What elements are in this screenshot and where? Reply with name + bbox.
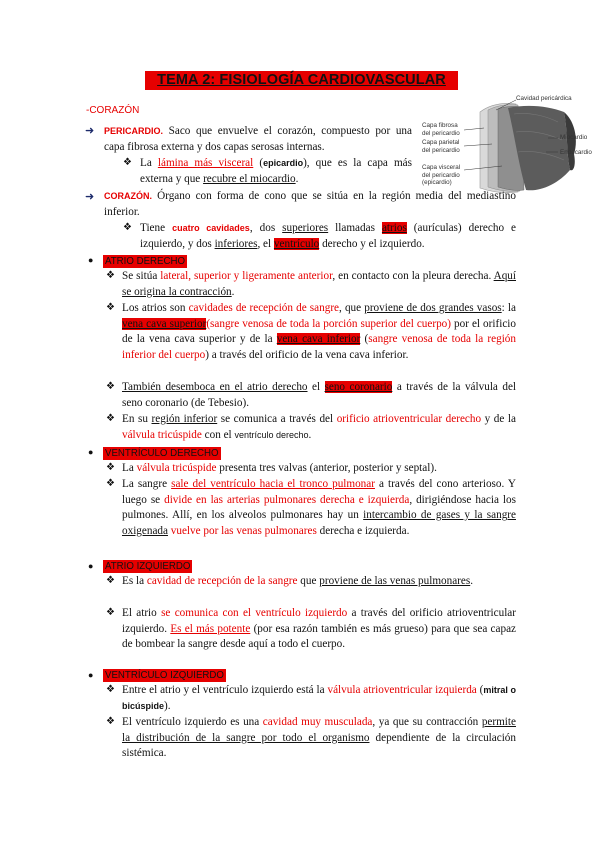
atrio-izquierdo-item-1: Es la cavidad de recepción de la sangre que proviene de las venas pulmonares. [122,575,474,587]
diamond-bullet-icon: ❖ [106,607,115,618]
diamond-bullet-icon: ❖ [106,381,115,392]
diamond-bullet-icon: ❖ [106,575,115,586]
ventriculo-izquierdo-item-2: El ventrículo izquierdo es una cavidad muy musculada, ya que su contracción permite la distribución de la sangre por todo el organismo dependiente de la circulación sistémica. [122,716,516,760]
diamond-bullet-icon: ❖ [123,157,132,168]
section-heading: -CORAZÓN [86,105,140,116]
header-atrio-izquierdo: ATRIO IZQUIERDO [105,561,191,572]
diamond-bullet-icon: ❖ [106,684,115,695]
label-capa-parietal: Capa parietal del pericardio [422,139,460,154]
header-ventriculo-izquierdo: VENTRÍCULO IZQUIERDO [105,670,224,681]
ventriculo-izquierdo-item-1: Entre el atrio y el ventrículo izquierdo está la válvula atrioventricular izquierda (mitral o bicúspide). [122,684,516,712]
header-atrio-derecho: ATRIO DERECHO [105,256,186,267]
label-endocardio: Endocardio [560,149,592,156]
ventriculo-derecho-item-2: La sangre sale del ventrículo hacia el tronco pulmonar a través del cono arterioso. Y luego se divide en las arterias pulmonares derecha e izquierda, dirigiéndose hacia los pulmones. Allí, en los alveolos pulmonares hay un intercambio de gases y la sangre oxigenada vuelve por las venas pulmonares derecha e izquierda. [122,478,517,537]
bullet-dot-icon: ● [88,670,94,680]
label-capa-visceral: Capa visceral del pericardio (epicardio) [422,164,461,186]
arrow-bullet-icon: ➜ [85,125,95,137]
corazon-paragraph: CORAZÓN. Órgano con forma de cono que se sitúa en la región media del mediastino inferior. [104,190,516,218]
diamond-bullet-icon: ❖ [106,478,115,489]
pericardio-sub-item: La lámina más visceral (epicardio), que es la capa más externa y que recubre el miocardio. [140,157,412,185]
term-corazon: CORAZÓN. [104,191,152,201]
atrio-derecho-item-3: También desemboca en el atrio derecho el seno coronario a través de la válvula del seno coronario (de Tebesio). [122,381,517,409]
label-miocardio: Miocardio [560,134,588,141]
term-pericardio: PERICARDIO. [104,126,164,136]
diamond-bullet-icon: ❖ [106,302,115,313]
bullet-dot-icon: ● [88,255,94,265]
arrow-bullet-icon: ➜ [85,191,95,203]
bullet-dot-icon: ● [88,447,94,457]
diamond-bullet-icon: ❖ [106,462,115,473]
diamond-bullet-icon: ❖ [106,413,115,424]
diamond-bullet-icon: ❖ [106,716,115,727]
atrio-derecho-item-2: Los atrios son cavidades de recepción de sangre, que proviene de dos grandes vasos: la vena cava superior(sangre venosa de toda la porción superior del cuerpo) por el orificio de la vena cava superior y de la vena cava inferior (sangre venosa de toda la región inferior del cuerpo) a través del orificio de la vena cava inferior. [122,302,516,361]
diamond-bullet-icon: ❖ [123,222,132,233]
atrio-izquierdo-item-2: El atrio se comunica con el ventrículo izquierdo a través del orificio atrioventricular izquierdo. Es el más potente (por esa razón también es más grueso) para que sea capaz de bombear la sangre desde aquí a todo el cuerpo. [122,607,517,651]
heart-layers-figure [418,92,594,200]
pericardio-paragraph: PERICARDIO. Saco que envuelve el corazón, compuesto por una capa fibrosa externa y dos capas serosas internas. [104,125,412,153]
header-ventriculo-derecho: VENTRÍCULO DERECHO [105,448,219,459]
bullet-dot-icon: ● [88,561,94,571]
label-capa-fibrosa: Capa fibrosa del pericardio [422,122,460,137]
corazon-sub-item: Tiene cuatro cavidades, dos superiores llamadas atrios (aurículas) derecho e izquierdo, y dos inferiores, el ventrículo derecho y el izquierdo. [140,222,517,250]
atrio-derecho-item-4: En su región inferior se comunica a través del orificio atrioventricular derecho y de la válvula tricúspide con el ventrículo derecho. [122,413,516,441]
diamond-bullet-icon: ❖ [106,270,115,281]
atrio-derecho-item-1: Se sitúa lateral, superior y ligeramente anterior, en contacto con la pleura derecha. Aquí se origina la contracción. [122,270,516,298]
page-title: TEMA 2: FISIOLOGÍA CARDIOVASCULAR [145,71,458,90]
ventriculo-derecho-item-1: La válvula tricúspide presenta tres valvas (anterior, posterior y septal). [122,462,437,474]
label-cavidad-pericardica: Cavidad pericárdica [516,95,572,102]
